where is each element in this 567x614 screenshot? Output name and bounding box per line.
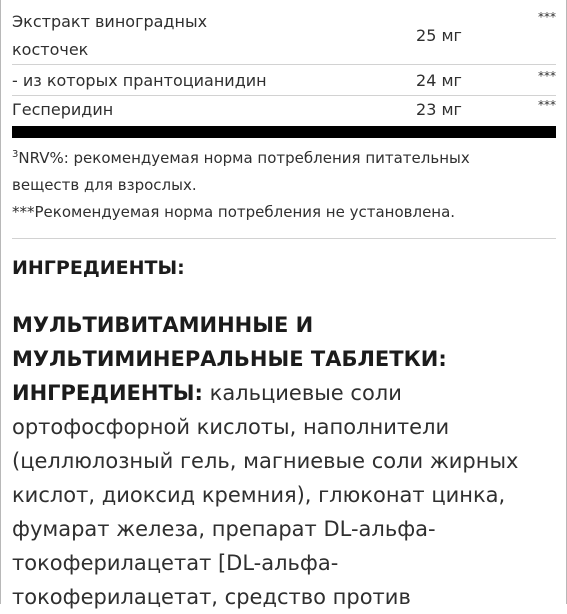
not-set-footnote: ***Рекомендуемая норма потребления не установлена. bbox=[12, 203, 456, 221]
ingredients-text-line2: ортофосфорной кислоты, наполнители bbox=[12, 415, 450, 439]
ingredients-text-line6: токоферилацетат [DL-альфа- bbox=[12, 551, 339, 575]
table-bottom-bar bbox=[12, 126, 556, 138]
nutrient-name-line: Экстракт виноградных bbox=[12, 12, 208, 31]
ingredients-body bbox=[12, 308, 557, 614]
ingredients-label: ИНГРЕДИЕНТЫ: bbox=[12, 381, 203, 405]
ingredients-text-line4: кислот, диоксид кремния), глюконат цинка, bbox=[12, 483, 506, 507]
nrv-footnote bbox=[12, 145, 557, 172]
ingredients-text-line7: токоферилацетат, средство против bbox=[12, 585, 411, 609]
section-divider bbox=[12, 238, 556, 239]
ingredients-text-line5: фумарат железа, препарат DL-альфа- bbox=[12, 517, 436, 541]
nutrient-name bbox=[12, 8, 207, 64]
nutrient-amount: 25 мг bbox=[416, 26, 462, 45]
ingredients-heading: ИНГРЕДИЕНТЫ: bbox=[12, 257, 185, 279]
nutrient-nrv: *** bbox=[538, 10, 556, 24]
nutrient-nrv: *** bbox=[538, 69, 556, 83]
nutrient-nrv: *** bbox=[538, 98, 556, 112]
ingredients-text-line1: ИНГРЕДИЕНТЫ: кальциевые соли bbox=[12, 381, 402, 405]
nutrient-name: - из которых прантоцианидин bbox=[12, 71, 267, 90]
table-row bbox=[12, 0, 556, 65]
ingredients-text-line3: (целлюлозный гель, магниевые соли жирных bbox=[12, 449, 519, 473]
nrv-footnote-line2: веществ для взрослых. bbox=[12, 176, 197, 194]
nutrient-table bbox=[12, 0, 556, 126]
nutrient-name: Гесперидин bbox=[12, 100, 114, 119]
nutrient-amount: 23 мг bbox=[416, 100, 462, 119]
ingredients-subtitle-line1: МУЛЬТИВИТАМИННЫЕ И bbox=[12, 313, 314, 337]
ingredients-subtitle-line2: МУЛЬТИМИНЕРАЛЬНЫЕ ТАБЛЕТКИ: bbox=[12, 347, 447, 371]
nrv-footnote-line1: NRV%: рекомендуемая норма потребления питательных bbox=[18, 149, 470, 167]
table-row bbox=[12, 96, 556, 126]
nutrient-amount: 24 мг bbox=[416, 71, 462, 90]
footnote-marker: 3 bbox=[12, 149, 19, 160]
table-row bbox=[12, 65, 556, 96]
nutrient-name-line: косточек bbox=[12, 40, 89, 59]
